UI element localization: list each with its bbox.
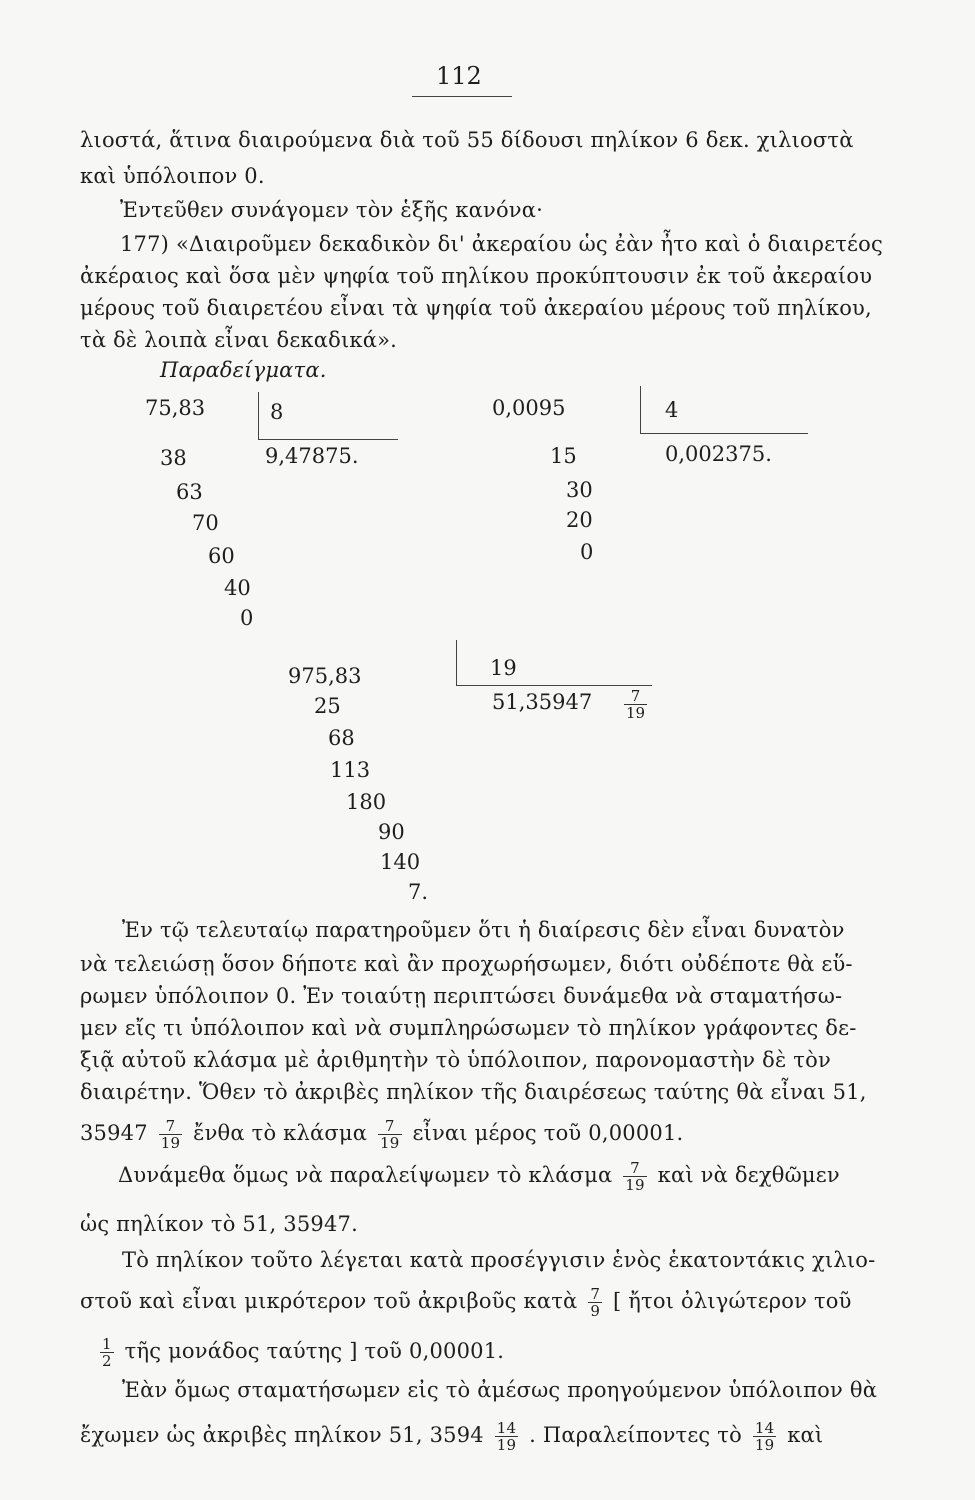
- para2-line-5: ξιᾷ αὐτοῦ κλάσμα μὲ ἀριθμητὴν τὸ ὑπόλοιπον, παρονομαστὴν δὲ τὸν: [80, 1048, 831, 1072]
- fraction-numerator: 1: [102, 1335, 112, 1353]
- division1-remainder: 70: [192, 511, 219, 535]
- para2-line-1: Ἐν τῷ τελευταίῳ παρατηροῦμεν ὅτι ἡ διαίρεσις δὲν εἶναι δυνατὸν: [122, 918, 845, 942]
- para2-line-7: [80, 1118, 683, 1151]
- division1-divisor: 8: [270, 400, 284, 424]
- division2-remainder: 20: [566, 508, 593, 532]
- fraction-seven-nineteenths: [159, 1118, 183, 1151]
- fraction-denominator: 19: [625, 1176, 645, 1194]
- fraction-numerator: 14: [496, 1419, 517, 1437]
- text-line-1: λιοστά, ἅτινα διαιρούμενα διὰ τοῦ 55 δίδουσι πηλίκον 6 δεκ. χιλιοστὰ: [80, 128, 854, 152]
- fraction-seven-ninths: [588, 1286, 602, 1319]
- division3-quotient-fraction: [624, 688, 647, 721]
- fraction-denominator: 19: [754, 1436, 775, 1454]
- para4-line-3-text: τῆς μονάδος ταύτης ] τοῦ 0,00001.: [124, 1339, 505, 1363]
- fraction-denominator: 19: [496, 1436, 517, 1454]
- division3-remainder: 25: [314, 694, 341, 718]
- division2-horizontal-bar: [640, 433, 808, 434]
- para5-line-2: [80, 1420, 823, 1453]
- fraction-numerator: 7: [378, 1118, 402, 1135]
- para3-line-2: ὡς πηλίκον τὸ 51, 35947.: [80, 1212, 358, 1236]
- division3-horizontal-bar: [456, 685, 652, 686]
- division2-dividend: 0,0095: [492, 396, 566, 420]
- para2-line-3: ρωμεν ὑπόλοιπον 0. Ἐν τοιαύτῃ περιπτώσει δυνάμεθα νὰ σταματήσω-: [80, 984, 843, 1008]
- division3-remainder: 7.: [408, 880, 429, 904]
- para5-line-1: Ἐὰν ὅμως σταματήσωμεν εἰς τὸ ἀμέσως προηγούμενον ὑπόλοιπον θὰ: [122, 1378, 878, 1402]
- fraction-numerator: 7: [623, 1160, 647, 1177]
- division1-remainder: 0: [240, 606, 254, 630]
- fraction-denominator: 19: [160, 1134, 181, 1152]
- para3-line-1-tail: καὶ νὰ δεχθῶμεν: [657, 1163, 840, 1187]
- examples-heading: Παραδείγματα.: [160, 358, 327, 382]
- fraction-numerator: 7: [590, 1285, 601, 1303]
- division3-divisor: 19: [490, 656, 517, 680]
- para4-line-2: [80, 1286, 852, 1319]
- division3-remainder: 90: [378, 820, 405, 844]
- division1-quotient: 9,47875.: [265, 444, 359, 468]
- division2-divisor: 4: [665, 398, 679, 422]
- division3-remainder: 113: [330, 758, 371, 782]
- para4-line-2-tail: [ ἤτοι ὀλιγώτερον τοῦ: [612, 1289, 852, 1313]
- fraction-seven-nineteenths: [623, 1160, 647, 1193]
- division1-vertical-bar: [258, 392, 259, 440]
- fraction-one-half: [100, 1336, 114, 1369]
- fraction-fourteen-nineteenths: [753, 1420, 777, 1453]
- fraction-numerator: 7: [624, 688, 647, 705]
- rule-177-line-3: μέρους τοῦ διαιρετέου εἶναι τὰ ψηφία τοῦ ἀκεραίου μέρους τοῦ πηλίκου,: [80, 296, 872, 320]
- division2-vertical-bar: [640, 386, 641, 434]
- para2-line-7-text: ἔνθα τὸ κλάσμα: [193, 1121, 368, 1145]
- text-line-2: καὶ ὑπόλοιπον 0.: [80, 164, 265, 188]
- para2-line-7-number: 35947: [80, 1121, 148, 1145]
- division3-quotient: 51,35947: [492, 690, 593, 714]
- division1-horizontal-bar: [258, 439, 398, 440]
- para2-line-7-tail: εἶναι μέρος τοῦ 0,00001.: [412, 1121, 684, 1145]
- para2-line-6: διαιρέτην. Ὅθεν τὸ ἀκριβὲς πηλίκον τῆς διαιρέσεως ταύτης θὰ εἶναι 51,: [80, 1080, 867, 1104]
- division2-remainder: 0: [580, 540, 594, 564]
- para4-line-1: Τὸ πηλίκον τοῦτο λέγεται κατὰ προσέγγισιν ἑνὸς ἑκατοντάκις χιλιο-: [122, 1248, 876, 1272]
- rule-177-line-2: ἀκέραιος καὶ ὅσα μὲν ψηφία τοῦ πηλίκου προκύπτουσιν ἐκ τοῦ ἀκεραίου: [80, 264, 873, 288]
- fraction-fourteen-nineteenths: [495, 1420, 519, 1453]
- division1-remainder: 38: [160, 446, 187, 470]
- page-number: 112: [436, 62, 482, 90]
- division2-remainder: 15: [550, 444, 577, 468]
- text-line-3: Ἐντεῦθεν συνάγομεν τὸν ἑξῆς κανόνα·: [120, 198, 544, 222]
- division3-remainder: 68: [328, 726, 355, 750]
- fraction-denominator: 19: [380, 1134, 400, 1152]
- rule-177-line-4: τὰ δὲ λοιπὰ εἶναι δεκαδικά».: [80, 328, 398, 352]
- division1-dividend: 75,83: [145, 396, 206, 420]
- fraction-seven-nineteenths: [378, 1118, 402, 1151]
- fraction-denominator: 19: [626, 704, 646, 722]
- division1-remainder: 60: [208, 544, 235, 568]
- division1-remainder: 40: [224, 576, 251, 600]
- rule-177-line-1: 177) «Διαιροῦμεν δεκαδικὸν δι' ἀκεραίου ὡς ἐὰν ἦτο καὶ ὁ διαιρετέος: [120, 232, 883, 256]
- para2-line-2: νὰ τελειώσῃ ὅσον δήποτε καὶ ἂν προχωρήσωμεν, διότι οὐδέποτε θὰ εὕ-: [80, 952, 853, 976]
- division3-vertical-bar: [456, 640, 457, 686]
- division3-remainder: 140: [380, 850, 421, 874]
- fraction-denominator: 2: [102, 1352, 112, 1370]
- division2-quotient: 0,002375.: [665, 442, 772, 466]
- division3-dividend: 975,83: [288, 664, 362, 688]
- para2-line-4: μεν εἴς τι ὑπόλοιπον καὶ νὰ συμπληρώσωμεν τὸ πηλίκον γράφοντες δε-: [80, 1016, 857, 1040]
- para4-line-3: [96, 1336, 504, 1369]
- page-number-rule: [412, 96, 512, 97]
- division1-remainder: 63: [176, 480, 203, 504]
- para4-line-2-text: στοῦ καὶ εἶναι μικρότερον τοῦ ἀκριβοῦς κατὰ: [80, 1289, 578, 1313]
- division2-remainder: 30: [566, 478, 593, 502]
- fraction-numerator: 14: [754, 1419, 775, 1437]
- para5-line-2-mid: . Παραλείποντες τὸ: [529, 1423, 742, 1447]
- para5-line-2-tail: καὶ: [787, 1423, 824, 1447]
- fraction-denominator: 9: [590, 1302, 601, 1320]
- fraction-numerator: 7: [159, 1118, 183, 1135]
- para3-line-1-text: Δυνάμεθα ὅμως νὰ παραλείψωμεν τὸ κλάσμα: [118, 1163, 613, 1187]
- para3-line-1: [118, 1160, 840, 1193]
- division3-remainder: 180: [346, 790, 387, 814]
- para5-line-2-text: ἔχωμεν ὡς ἀκριβὲς πηλίκον 51, 3594: [80, 1423, 484, 1447]
